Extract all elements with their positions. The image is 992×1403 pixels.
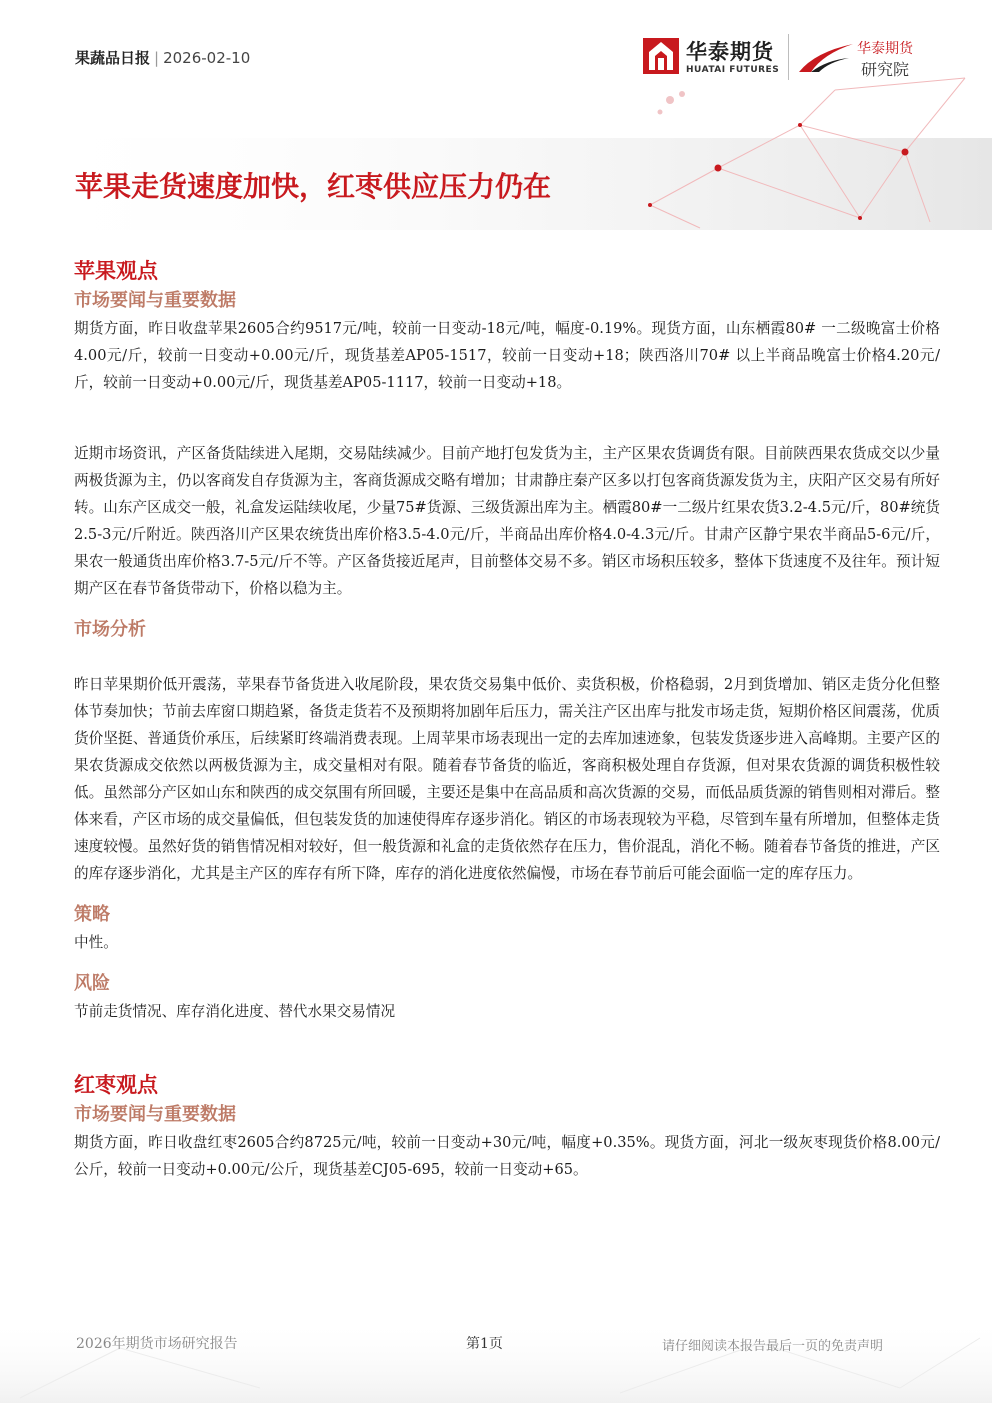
apple-section-heading: 苹果观点 [74,259,158,283]
apple-news-heading: 市场要闻与重要数据 [74,290,236,311]
apple-analysis-heading: 市场分析 [74,619,146,640]
logo-chinese-name: 华泰期货 [686,40,774,64]
jujube-section-heading: 红枣观点 [74,1073,158,1097]
institute-swoosh-icon [797,38,857,78]
footer-background-decoration [0,1318,992,1403]
institute-line1: 华泰期货 [857,41,913,57]
apple-risk-text: 节前走货情况、库存消化进度、替代水果交易情况 [74,1003,396,1020]
page-title: 苹果走货速度加快，红枣供应压力仍在 [75,170,552,203]
page-header [0,0,992,232]
report-identifier [75,47,250,68]
apple-strategy-heading: 策略 [74,904,110,925]
research-institute-logo [797,38,927,82]
page-footer [0,1318,992,1403]
report-body [74,255,940,1183]
report-id-separator: | [154,49,160,67]
huatai-logo-mark-icon [643,38,679,74]
logo-english-name: HUATAI FUTURES [686,65,780,75]
footer-disclaimer-note: 请仔细阅读本报告最后一页的免责声明 [662,1339,884,1354]
apple-risk-heading: 风险 [74,973,110,994]
jujube-news-heading: 市场要闻与重要数据 [74,1104,236,1125]
apple-news-paragraph-2: 近期市场资讯，产区备货陆续进入尾期，交易陆续减少。目前产地打包发货为主，主产区果农货调货有限。目前陕西果农货成交以少量两极货源为主，仍以客商发自存货源为主，客商货源成交略有增加；甘肃静庄秦产区多以打包客商货源发货为主，庆阳产区交易有所好转。山东产区成交一般，礼盒发运陆续收尾，少量75#货源、三级货源出库为主。栖霞80#一二级片红果农货3.2-4.5元/斤，80#统货2.5-3元/斤附近。陕西洛川产区果农统货出库价格3.5-4.0元/斤，半商品出库价格4.0-4.3元/斤。甘肃产区静宁果农半商品5-6元/斤，果农一般通货出库价格3.7-5元/斤不等。产区备货接近尾声，目前整体交易不多。销区市场积压较多，整体下货速度不及往年。预计短期产区在春节备货带动下，价格以稳为主。 [74,445,940,597]
footer-page-number: 第1页 [466,1336,503,1352]
jujube-news-paragraph-1: 期货方面，昨日收盘红枣2605合约8725元/吨，较前一日变动+30元/吨，幅度+0.35%。现货方面，河北一级灰枣现货价格8.00元/公斤，较前一日变动+0.00元/公斤，现货基差CJ05-695，较前一日变动+65。 [74,1134,940,1178]
institute-line2: 研究院 [861,60,910,79]
apple-strategy-text: 中性。 [74,934,118,951]
apple-analysis-paragraph: 昨日苹果期价低开震荡，苹果春节备货进入收尾阶段，果农货交易集中低价、卖货积极，价格稳弱，2月到货增加、销区走货分化但整体节奏加快；节前去库窗口期趋紧，备货走货若不及预期将加剧年后压力，需关注产区出库与批发市场走货，短期价格区间震荡，优质货价坚挺、普通货价承压，后续紧盯终端消费表现。上周苹果市场表现出一定的去库加速迹象，包装发货逐步进入高峰期。主要产区的果农货源成交依然以两极货源为主，成交量相对有限。随着春节备货的临近，客商积极处理自存货源，但对果农货源的调货积极性较低。虽然部分产区如山东和陕西的成交氛围有所回暖，主要还是集中在高品质和高次货源的交易，而低品质货源的销售则相对滞后。整体来看，产区市场的成交量偏低，但包装发货的加速使得库存逐步消化。销区的市场表现较为平稳，尽管到车量有所增加，但整体走货速度较慢。虽然好货的销售情况相对较好，但一般货源和礼盒的走货依然存在压力，售价混乱，消化不畅。随着春节备货的推进，产区的库存逐步消化，尤其是主产区的库存有所下降，库存的消化进度依然偏慢，市场在春节前后可能会面临一定的库存压力。 [74,676,940,882]
report-type: 果蔬品日报 [75,49,151,67]
logo-divider [788,34,789,80]
apple-news-paragraph-1: 期货方面，昨日收盘苹果2605合约9517元/吨，较前一日变动-18元/吨，幅度-0.19%。现货方面，山东栖霞80# 一二级晚富士价格4.00元/斤，较前一日变动+0.00元/斤，现货基差AP05-1517，较前一日变动+18；陕西洛川70# 以上半商品晚富士价格4.20元/斤，较前一日变动+0.00元/斤，现货基差AP05-1117，较前一日变动+18。 [74,320,940,391]
report-date: 2026-02-10 [163,49,251,67]
footer-report-name: 2026年期货市场研究报告 [76,1336,238,1352]
